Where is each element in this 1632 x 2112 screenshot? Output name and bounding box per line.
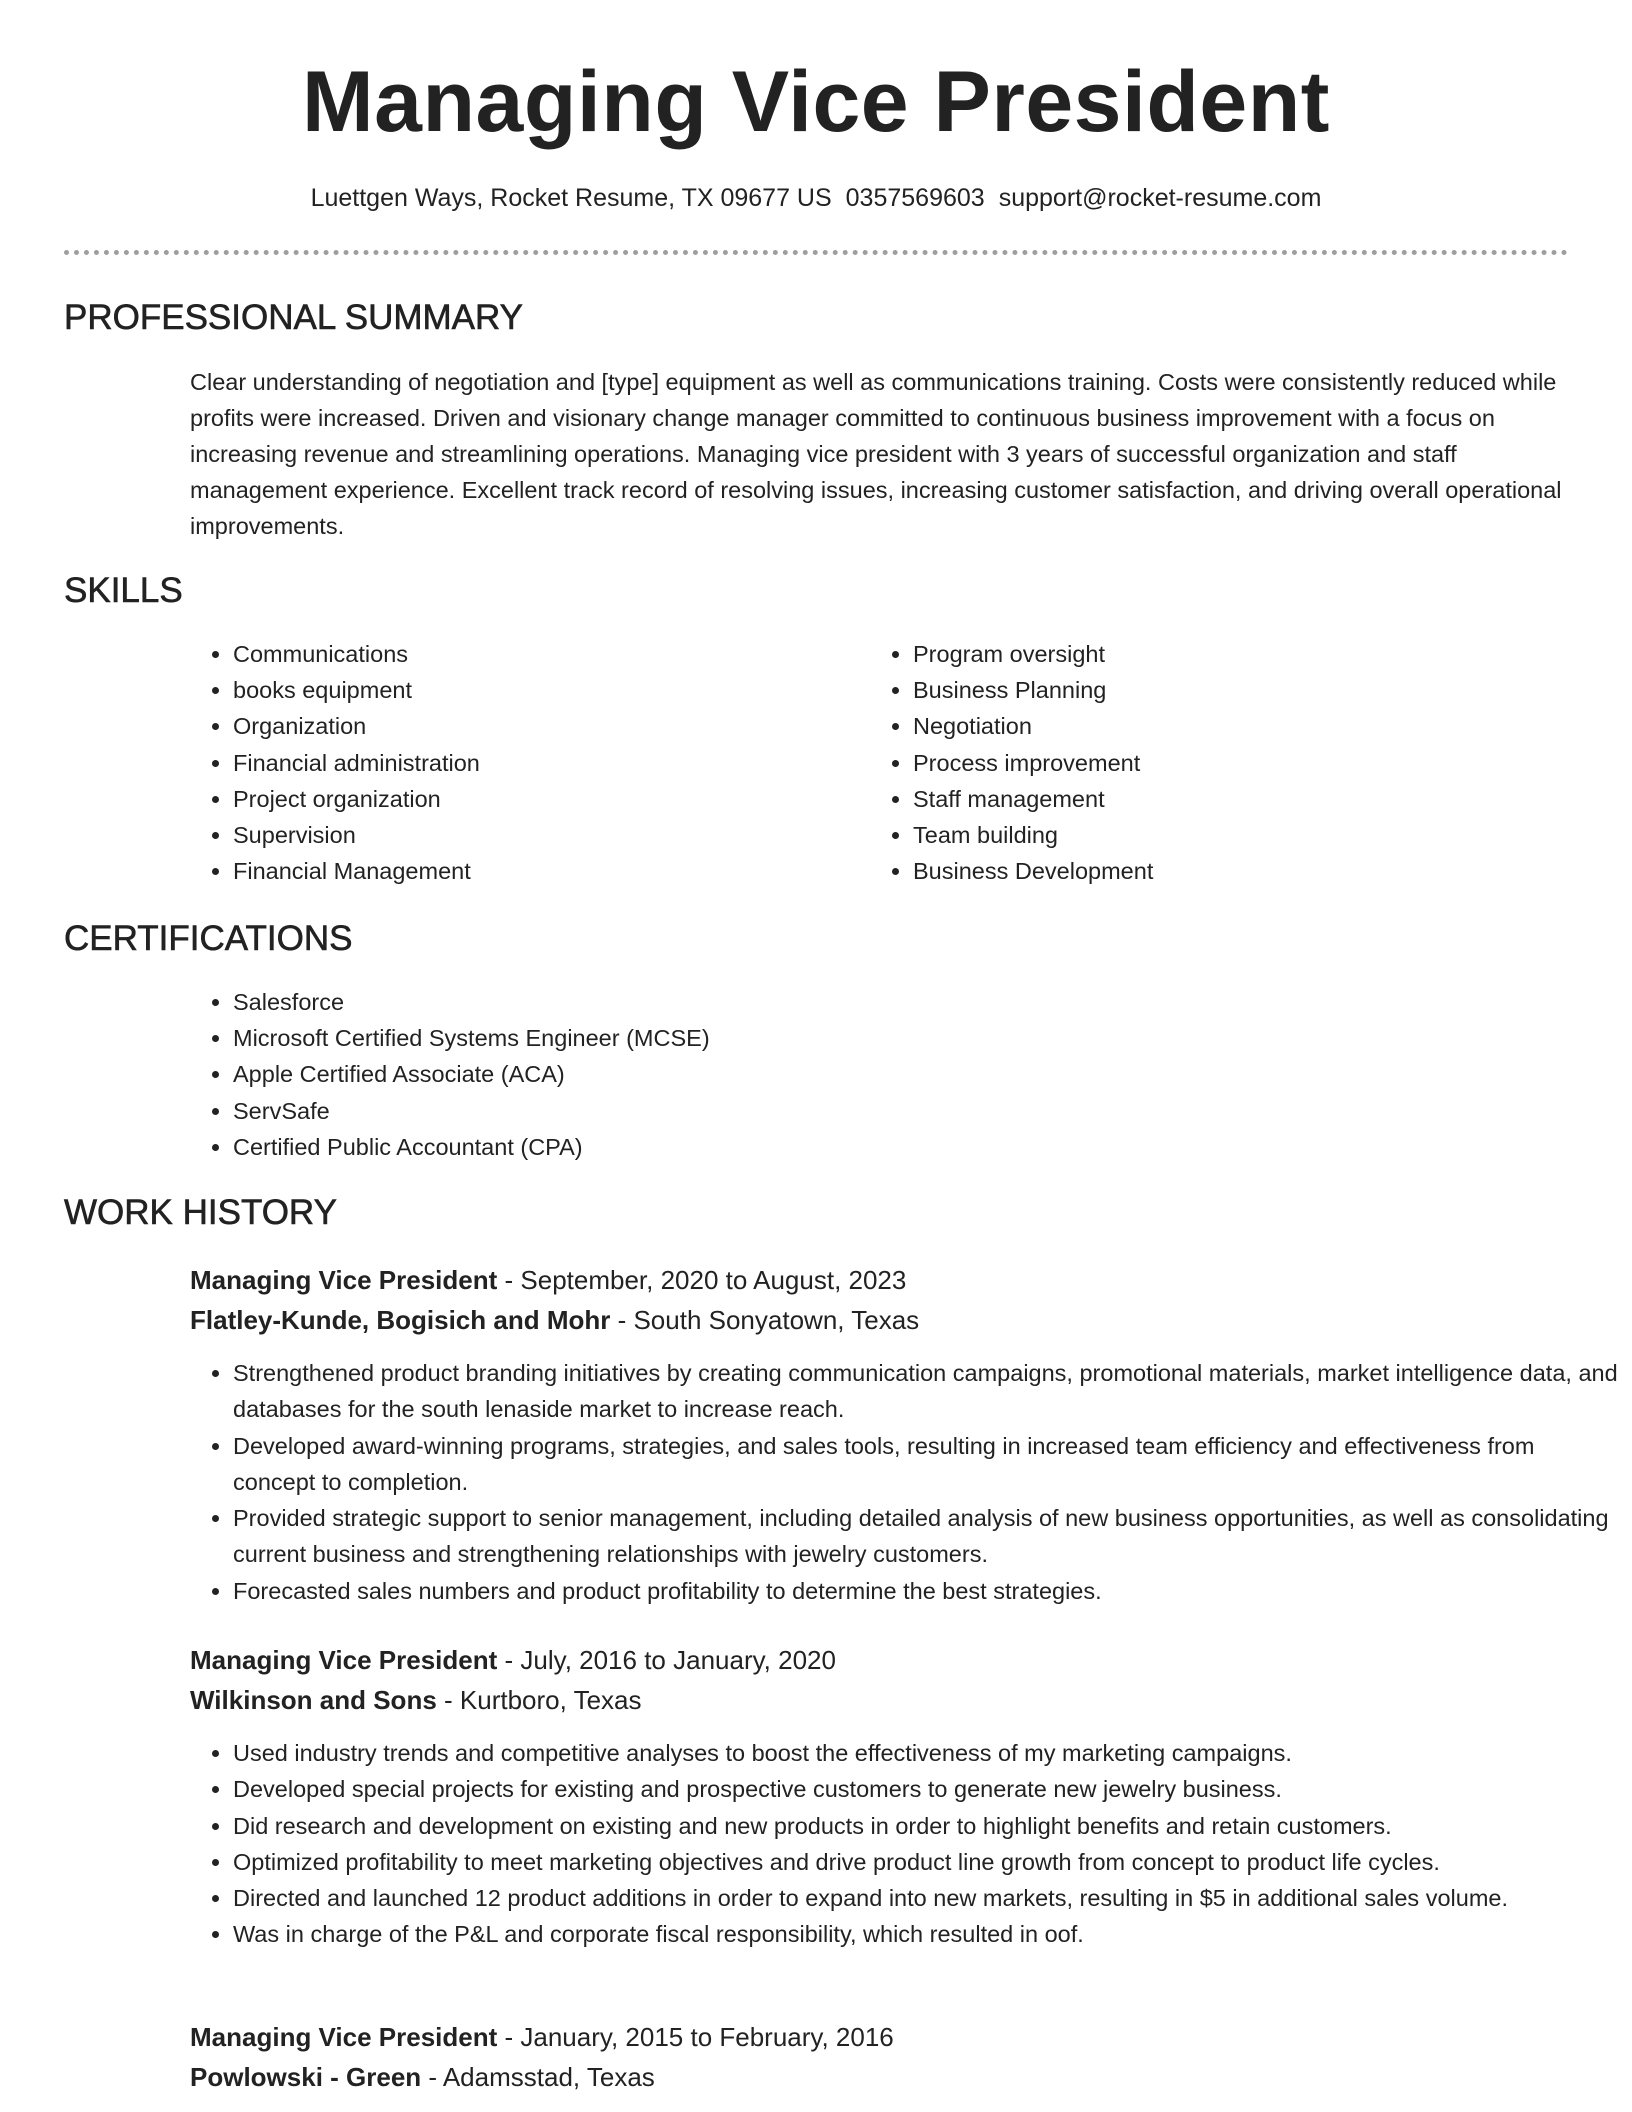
job-role: Managing Vice President bbox=[190, 1645, 498, 1675]
skill-item: • Negotiation bbox=[913, 708, 1513, 744]
skill-item: • Business Planning bbox=[913, 672, 1513, 708]
skill-item: • Financial Management bbox=[233, 853, 833, 889]
job-role: Managing Vice President bbox=[190, 2022, 498, 2052]
job-company-line bbox=[190, 1680, 642, 1720]
contact-line bbox=[0, 180, 1632, 216]
skill-item: • Staff management bbox=[913, 781, 1513, 817]
contact-address: Luettgen Ways, Rocket Resume, TX 09677 US bbox=[310, 184, 832, 212]
skill-item: • Financial administration bbox=[233, 745, 833, 781]
contact-phone: 0357569603 bbox=[845, 184, 985, 212]
skill-item: • Organization bbox=[233, 708, 833, 744]
skill-item: • Business Development bbox=[913, 853, 1513, 889]
job-bullet: • Provided strategic support to senior management, including detailed analysis of new business opportunities, as well as consolidating current business and strengthening relationships with jewelry customers. bbox=[233, 1500, 1618, 1573]
job-role-line bbox=[190, 1640, 836, 1680]
job-dates: - January, 2015 to February, 2016 bbox=[497, 2022, 894, 2052]
job-bullet: • Developed award-winning programs, strategies, and sales tools, resulting in increased team efficiency and effectiveness from concept to completion. bbox=[233, 1428, 1618, 1501]
certification-item: • Apple Certified Associate (ACA) bbox=[233, 1056, 1233, 1092]
resume-name: Managing Vice President bbox=[302, 54, 1330, 150]
section-title-certifications: CERTIFICATIONS bbox=[64, 919, 353, 958]
skill-item: • Supervision bbox=[233, 817, 833, 853]
job-bullets bbox=[190, 1355, 1618, 1609]
job-bullet: • Did research and development on existing and new products in order to highlight benefits and retain customers. bbox=[233, 1808, 1618, 1844]
job-location: - Adamsstad, Texas bbox=[421, 2062, 655, 2092]
certifications-list bbox=[190, 984, 1233, 1165]
job-bullet: • Directed and launched 12 product additions in order to expand into new markets, resulting in $5 in additional sales volume. bbox=[233, 1880, 1618, 1916]
job-bullet: • Used industry trends and competitive analyses to boost the effectiveness of my marketing campaigns. bbox=[233, 1735, 1618, 1771]
certification-item: • Certified Public Accountant (CPA) bbox=[233, 1129, 1233, 1165]
job-bullets bbox=[190, 1735, 1618, 1953]
skill-item: • Communications bbox=[233, 636, 833, 672]
job-bullet: • Developed special projects for existing and prospective customers to generate new jewelry business. bbox=[233, 1771, 1618, 1807]
job-location: - Kurtboro, Texas bbox=[436, 1685, 642, 1715]
contact-email: support@rocket-resume.com bbox=[998, 184, 1322, 212]
job-role-line bbox=[190, 1260, 906, 1300]
job-bullet: • Strengthened product branding initiatives by creating communication campaigns, promotional materials, market intelligence data, and databases for the south lenaside market to increase reach. bbox=[233, 1355, 1618, 1428]
skills-list-left bbox=[190, 636, 833, 889]
section-title-summary: PROFESSIONAL SUMMARY bbox=[64, 298, 523, 337]
certification-item: • Microsoft Certified Systems Engineer (MCSE) bbox=[233, 1020, 1233, 1056]
skill-item: • Team building bbox=[913, 817, 1513, 853]
certification-item: • Salesforce bbox=[233, 984, 1233, 1020]
job-dates: - September, 2020 to August, 2023 bbox=[497, 1265, 907, 1295]
certification-item: • ServSafe bbox=[233, 1093, 1233, 1129]
job-role: Managing Vice President bbox=[190, 1265, 498, 1295]
skill-item: • Process improvement bbox=[913, 745, 1513, 781]
header-divider bbox=[64, 250, 1568, 255]
job-bullet: • Optimized profitability to meet marketing objectives and drive product line growth from concept to product life cycles. bbox=[233, 1844, 1618, 1880]
skills-list-right bbox=[870, 636, 1513, 889]
summary-text: Clear understanding of negotiation and [type] equipment as well as communications training. Costs were consistently reduced while profits were increased. Driven and visionary change manager committed to continuous business improvement with a focus on increasing revenue and streamlining operations. Managing vice president with 3 years of successful organization and staff management experience. Excellent track record of resolving issues, increasing customer satisfaction, and driving overall operational improvements. bbox=[190, 369, 1562, 539]
job-bullet: • Forecasted sales numbers and product profitability to determine the best strategies. bbox=[233, 1573, 1618, 1609]
job-company: Flatley-Kunde, Bogisich and Mohr bbox=[190, 1305, 611, 1335]
job-location: - South Sonyatown, Texas bbox=[610, 1305, 920, 1335]
job-company-line bbox=[190, 1300, 919, 1340]
job-dates: - July, 2016 to January, 2020 bbox=[497, 1645, 836, 1675]
skill-item: • Program oversight bbox=[913, 636, 1513, 672]
skill-item: • books equipment bbox=[233, 672, 833, 708]
job-company: Wilkinson and Sons bbox=[190, 1685, 437, 1715]
job-company: Powlowski - Green bbox=[190, 2062, 422, 2092]
job-bullet: • Was in charge of the P&L and corporate fiscal responsibility, which resulted in oof. bbox=[233, 1916, 1618, 1952]
section-title-work-history: WORK HISTORY bbox=[64, 1193, 337, 1232]
section-title-skills: SKILLS bbox=[64, 571, 183, 610]
job-role-line bbox=[190, 2017, 894, 2057]
job-company-line bbox=[190, 2057, 655, 2097]
skill-item: • Project organization bbox=[233, 781, 833, 817]
